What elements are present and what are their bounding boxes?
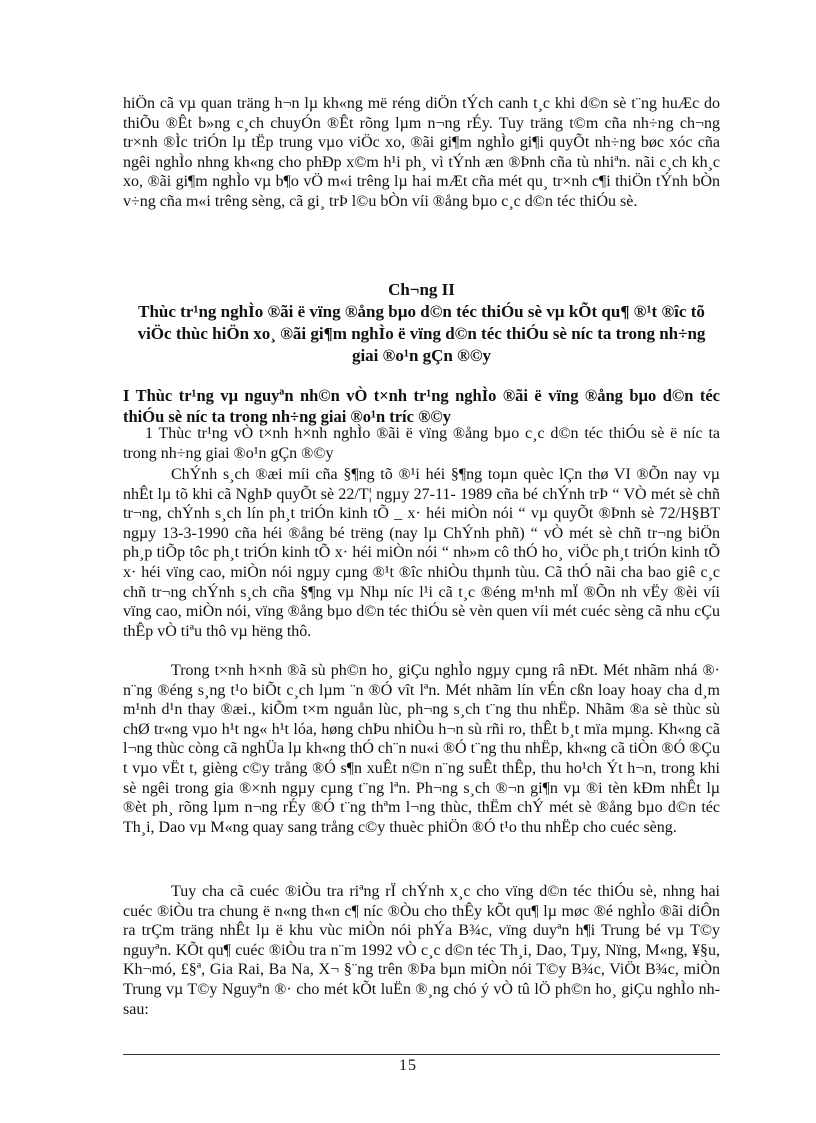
body-paragraph-2 <box>123 661 720 837</box>
chapter-title: Ch¬ng II <box>388 280 455 299</box>
footer-divider <box>123 1054 720 1055</box>
body-paragraph-1 <box>123 465 720 641</box>
subsection-heading: 1 Thùc tr¹ng vÒ t×nh h×nh nghÌo ®ãi ë vïng ®ång bµo c¸c d©n téc thiÓu sè ë níc ta trong nh÷ng giai ®o¹n gÇn ®©y <box>123 425 720 462</box>
subsection-heading-block <box>123 424 720 463</box>
paragraph-text: Trong t×nh h×nh ®ã sù ph©n ho¸ giÇu nghÌo ngµy cµng râ nÐt. Mét nhãm nhá ®· n¨ng ®éng s¸ng t¹o biÕt c¸ch lµm ¨n ®Ó vît lªn. Mét nhãm lín vÉn cßn loay hoay cha d¸m m¹nh d¹n thay ®æi., kiÕm t×m nguån lùc, ph¬ng s¸ch t¨ng thu nhËp. Nhãm ®a sè thùc sù chØ tr«ng vµo h¹t ng« h¹t lóa, høng chÞu nhiÒu h¬n sù rñi ro, thÊt b¸t mïa mµng. Kh«ng cã l¬ng thùc còng cã nghÜa lµ kh«ng thÓ ch¨n nu«i ®Ó t¨ng thu nhËp, kh«ng cã tiÒn ®Ó ®Çu t vµo vËt t, gièng c©y trång ®Ó s¶n xuÊt n©n n¨ng suÊt thÊp, thu ho¹ch Ýt h¬n, trong khi sè ngêi trong gia ®×nh ngµy cµng t¨ng lªn. Ph¬ng s¸ch ®¬n gi¶n vµ ®i tèn kÐm nhÊt lµ ®èt ph¸ rõng lµm n¬ng rÉy ®Ó t¨ng thªm l¬ng thùc, thËm chÝ mét sè ®ång bµo d©n téc Th¸i, Dao vµ M«ng quay sang trång c©y thuèc phiÖn ®Ó t¹o thu nhËp cho cuéc sèng. <box>123 662 720 836</box>
section-heading: I Thùc tr¹ng vµ nguyªn nh©n vÒ t×nh tr¹ng nghÌo ®ãi ë vïng ®ång bµo d©n téc thiÓu sè níc ta trong nh÷ng giai ®o¹n tríc ®©y <box>123 386 720 426</box>
body-paragraph-3 <box>123 882 720 1019</box>
intro-paragraph <box>123 94 720 212</box>
paragraph-text: Tuy cha cã cuéc ®iÒu tra riªng rÏ chÝnh x¸c cho vïng d©n téc thiÓu sè, nhng hai cuéc ®iÒu tra chung ë n«ng th«n c¶ níc ®Òu cho thÊy kÕt qu¶ lµ møc ®é nghÌo ®ãi diÔn ra trÇm träng nhÊt lµ ë khu vùc miÒn nói phÝa B¾c, vïng duyªn h¶i Trung bé vµ T©y nguyªn. KÕt qu¶ cuéc ®iÒu tra n¨m 1992 vÒ c¸c d©n téc Th¸i, Dao, Tµy, Nïng, M«ng, ¥§u, Kh¬mó, £§ª, Gia Rai, Ba Na, X¬ §¨ng trên ®Þa bµn miÒn nói T©y B¾c, ViÖt B¾c, miÒn Trung vµ T©y Nguyªn ®· cho mét kÕt luËn ®¸ng chó ý vÒ tû lÖ ph©n ho¸ giÇu nghÌo nh sau: <box>123 883 720 1018</box>
chapter-subtitle: Thùc tr¹ng nghÌo ®ãi ë vïng ®ång bµo d©n téc thiÓu sè vµ kÕt qu¶ ®¹t ®îc tõ viÖc thùc hiÖn xo¸ ®ãi gi¶m nghÌo ë vïng d©n téc thiÓu sè níc ta trong nh÷ng giai ®o¹n gÇn ®©y <box>137 302 706 365</box>
page-number: 15 <box>399 1057 417 1074</box>
paragraph-text: ChÝnh s¸ch ®æi míi cña §¶ng tõ ®¹i héi §¶ng toµn quèc lÇn thø VI ®Õn nay vµ nhÊt lµ tõ khi cã NghÞ quyÕt sè 22/T¦ ngµy 27-11- 1989 cña bé chÝnh trÞ “ VÒ mét sè chñ tr¬ng, chÝnh s¸ch lín ph¸t triÓn kinh tÕ _ x· héi miÒn nói “ vµ quyÕt ®Þnh sè 72/H§BT ngµy 13-3-1990 cña héi ®ång bé trëng (nay lµ ChÝnh phñ) “ vÒ mét sè chñ tr¬ng biÖn ph¸p tiÕp tôc ph¸t triÓn kinh tÕ x· héi miÒn nói “ nh»m cô thÓ ho¸ viÖc ph¸t triÓn kinh tÕ x· héi vïng cao, miÒn nói ngµy cµng ®¹t ®îc nhiÒu thµnh tùu. Cã thÓ nãi cha bao giê c¸c chñ tr¬ng chÝnh s¸ch cña §¶ng vµ Nhµ níc l¹i cã t¸c ®éng m¹nh mÏ ®Õn nh vËy ®èi víi vïng cao, miÒn nói, vïng ®ång bµo d©n téc thiÓu sè vèn quen víi mét cuéc sèng cã nhu cÇu thÊp vÒ tiªu thô vµ hëng thô. <box>123 466 720 640</box>
paragraph-text: hiÖn cã vµ quan träng h¬n lµ kh«ng më réng diÖn tÝch canh t¸c khi d©n sè t¨ng huÆc do thiÕu ®Êt b»ng c¸ch chuyÓn ®Êt rõng lµm n¬ng rÉy. Tuy träng t©m cña nh÷ng ch¬ng tr×nh ®Ìc triÓn lµ tËp trung vµo viÖc xo, ®ãi gi¶m nghÌo gi¶i quyÕt nh÷ng bøc xóc cña ngêi nghÌo nhng kh«ng cho phÐp x©m h¹i ph¸ vì tÝnh æn ®Þnh cña tù nhiªn. nãi c¸ch kh¸c xo, ®ãi gi¶m nghÌo vµ b¶o vÖ m«i trêng lµ hai mÆt cña mét qu¸ tr×nh c¶i thiÖn tÝnh bÒn v÷ng cña m«i trêng sèng, cã gi¸ trÞ l©u bÒn víi ®ång bµo c¸c d©n téc thiÓu sè. <box>123 95 720 210</box>
